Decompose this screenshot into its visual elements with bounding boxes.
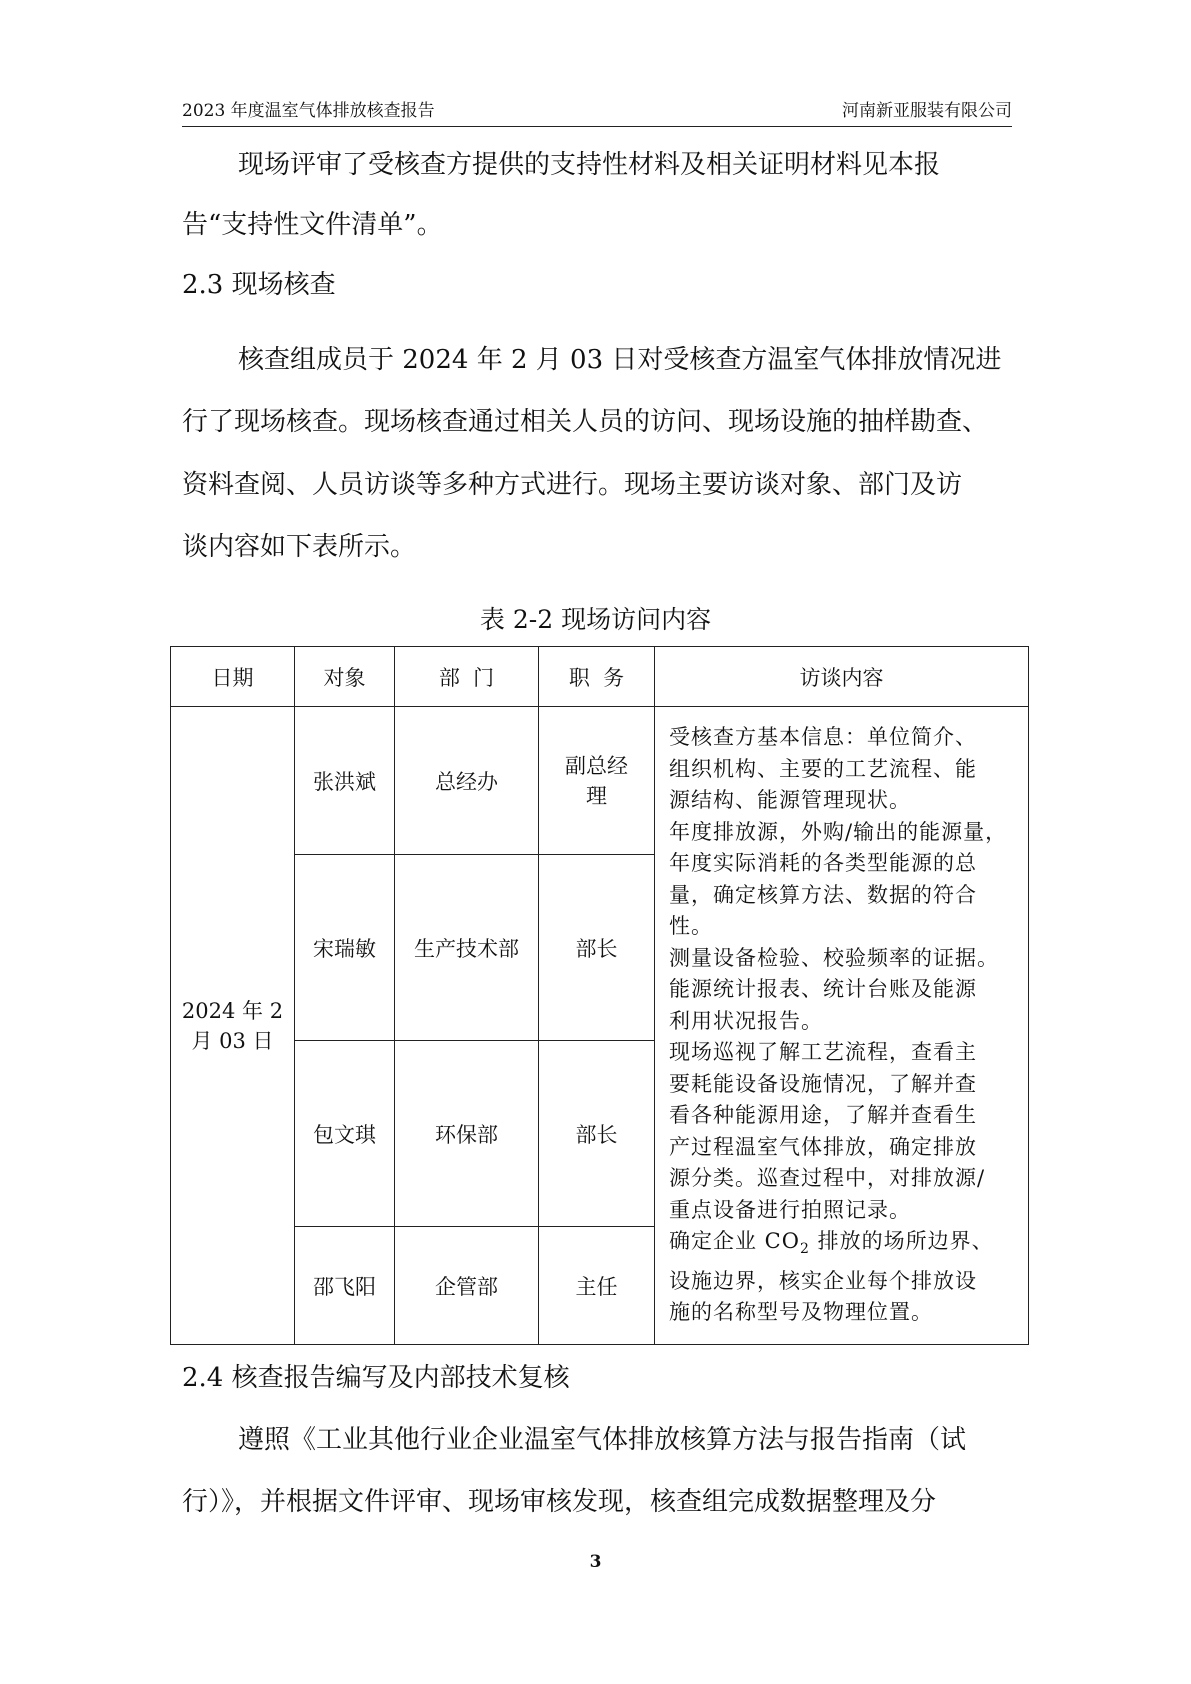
page-number: 3: [589, 1552, 602, 1572]
content-line-co2: [669, 1226, 1020, 1266]
department-cell: 总经办: [395, 707, 539, 855]
department-cell: 生产技术部: [395, 855, 539, 1041]
person-cell: 邵飞阳: [295, 1227, 395, 1345]
table-header-row: [171, 647, 1029, 707]
intro-line-2: 告“支持性文件清单”。: [182, 210, 443, 240]
co2-suffix: 排放的场所边界、: [809, 1229, 994, 1254]
date-line-1: 2024 年 2: [181, 998, 284, 1023]
content-line: 设施边界，核实企业每个排放设: [669, 1268, 977, 1293]
department-cell: 企管部: [395, 1227, 539, 1345]
content-line: 测量设备检验、校验频率的证据。: [669, 945, 999, 970]
section-heading-2-4: 2.4 核查报告编写及内部技术复核: [182, 1363, 570, 1393]
date-line-2: 月 03 日: [191, 1028, 274, 1053]
header-report-title: 2023 年度温室气体排放核查报告: [182, 101, 435, 121]
person-cell: 张洪斌: [295, 707, 395, 855]
content-line: 性。: [669, 914, 713, 939]
table-row: [171, 707, 1029, 855]
section-2-3-line-1: 核查组成员于 2024 年 2 月 03 日对受核查方温室气体排放情况进: [238, 345, 1002, 375]
content-line: 受核查方基本信息：单位简介、: [669, 725, 977, 750]
person-cell: 包文琪: [295, 1041, 395, 1227]
header-department: 部 门: [395, 647, 539, 707]
content-line: 施的名称型号及物理位置。: [669, 1300, 933, 1325]
position-cell: 主任: [539, 1227, 655, 1345]
co2-prefix: 确定企业 CO: [669, 1229, 800, 1254]
content-line: 组织机构、主要的工艺流程、能: [669, 756, 977, 781]
content-line: 产过程温室气体排放，确定排放: [669, 1134, 977, 1159]
position-line-1: 副总经: [565, 753, 628, 778]
section-2-4-line-2: 行）》，并根据文件评审、现场审核发现，核查组完成数据整理及分: [182, 1487, 937, 1517]
section-2-3-line-2: 行了现场核查。现场核查通过相关人员的访问、现场设施的抽样勘查、: [182, 407, 989, 437]
position-cell: [539, 707, 655, 855]
section-2-3-line-4: 谈内容如下表所示。: [182, 532, 417, 562]
table-caption: 表 2-2 现场访问内容: [479, 605, 712, 634]
header-person: 对象: [295, 647, 395, 707]
content-line: 要耗能设备设施情况，了解并查: [669, 1071, 977, 1096]
header-content: 访谈内容: [655, 647, 1029, 707]
header-date: 日期: [171, 647, 295, 707]
position-line-2: 理: [586, 783, 607, 808]
content-line: 利用状况报告。: [669, 1008, 823, 1033]
position-cell: 部长: [539, 855, 655, 1041]
content-line: 能源统计报表、统计台账及能源: [669, 977, 977, 1002]
content-line: 源结构、能源管理现状。: [669, 788, 911, 813]
header-company-name: 河南新亚服装有限公司: [842, 101, 1012, 121]
page-header: [182, 96, 1012, 127]
intro-line-1: 现场评审了受核查方提供的支持性材料及相关证明材料见本报: [238, 150, 941, 180]
person-cell: 宋瑞敏: [295, 855, 395, 1041]
content-line: 年度排放源，外购/输出的能源量，: [669, 819, 1008, 844]
content-line: 年度实际消耗的各类型能源的总: [669, 851, 977, 876]
content-line: 看各种能源用途，了解并查看生: [669, 1103, 977, 1128]
content-line: 量，确定核算方法、数据的符合: [669, 882, 977, 907]
interview-table: [170, 646, 1029, 1345]
content-line: 源分类。巡查过程中，对排放源/: [669, 1166, 986, 1191]
date-cell: [171, 707, 295, 1345]
position-cell: 部长: [539, 1041, 655, 1227]
content-line: 现场巡视了解工艺流程，查看主: [669, 1040, 977, 1065]
interview-content-cell: [655, 707, 1029, 1345]
section-2-3-line-3: 资料查阅、人员访谈等多种方式进行。现场主要访谈对象、部门及访: [182, 470, 963, 500]
content-line: 重点设备进行拍照记录。: [669, 1197, 911, 1222]
department-cell: 环保部: [395, 1041, 539, 1227]
section-heading-2-3: 2.3 现场核查: [182, 270, 336, 300]
co2-subscript: 2: [799, 1241, 810, 1258]
section-2-4-line-1: 遵照《工业其他行业企业温室气体排放核算方法与报告指南（试: [238, 1425, 967, 1455]
header-position: 职 务: [539, 647, 655, 707]
